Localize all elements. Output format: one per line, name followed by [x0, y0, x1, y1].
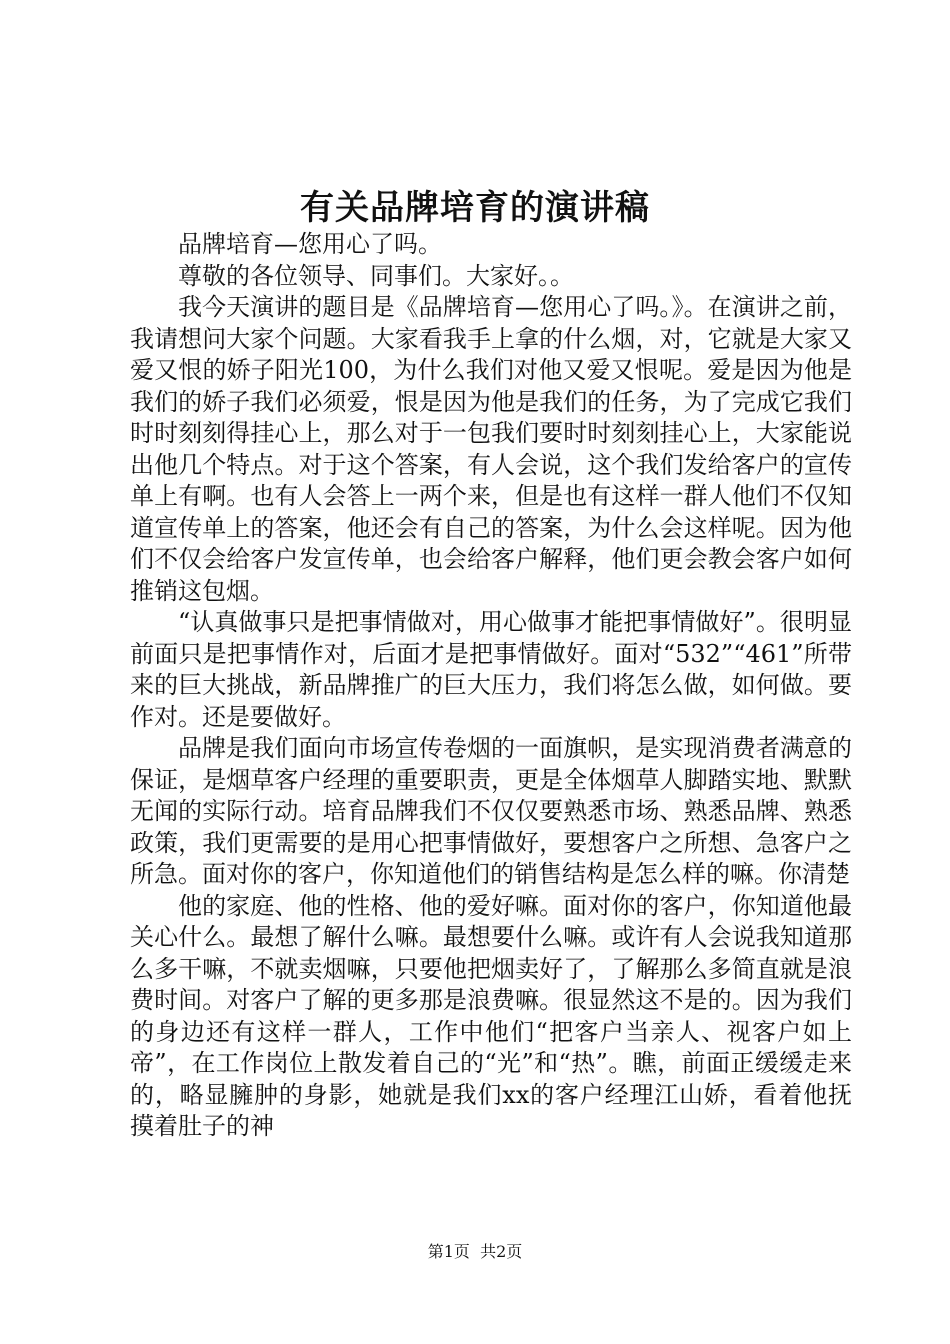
- paragraph-body: “认真做事只是把事情做对，用心做事才能把事情做好”。很明显前面只是把事情作对，后面才是把事情做好。面对“532”“461”所带来的巨大挑战，新品牌推广的巨大压力，我们将怎么做，如何做。要作对。还是要做好。: [130, 608, 852, 731]
- paragraph-body: 品牌是我们面向市场宣传卷烟的一面旗帜，是实现消费者满意的保证，是烟草客户经理的重要职责，更是全体烟草人脚踏实地、默默无闻的实际行动。培育品牌我们不仅仅要熟悉市场、熟悉品牌、熟悉政策，我们更需要的是用心把事情做好，要想客户之所想、急客户之所急。面对你的客户，你知道他们的销售结构是怎么样的嘛。你清楚: [130, 734, 852, 888]
- page-number-footer: 第1页 共2页: [427, 1242, 523, 1261]
- document-body: [130, 229, 852, 1143]
- document-title: 有关品牌培育的演讲稿: [300, 188, 650, 228]
- paragraph-body: 他的家庭、他的性格、他的爱好嘛。面对你的客户，你知道他最关心什么。最想了解什么嘛。最想要什么嘛。或许有人会说我知道那么多干嘛，不就卖烟嘛，只要他把烟卖好了，了解那么多简直就是浪费时间。对客户了解的更多那是浪费嘛。很显然这不是的。因为我们的身边还有这样一群人，工作中他们“把客户当亲人、视客户如上帝”，在工作岗位上散发着自己的“光”和“热”。瞧，前面正缓缓走来的，略显臃肿的身影，她就是我们xx的客户经理江山娇，看着他抚摸着肚子的神: [130, 891, 852, 1140]
- paragraph-greeting: 尊敬的各位领导、同事们。大家好。。: [178, 261, 574, 290]
- paragraph-subtitle: 品牌培育—您用心了吗。: [178, 230, 442, 258]
- paragraph-body: 我今天演讲的题目是《品牌培育—您用心了吗。》。在演讲之前，我请想问大家个问题。大家看我手上拿的什么烟，对，它就是大家又爱又恨的娇子阳光100，为什么我们对他又爱又恨呢。爱是因为他是我们的娇子我们必须爱，恨是因为他是我们的任务，为了完成它我们时时刻刻得挂心上，那么对于一包我们要时时刻刻挂心上，大家能说出他几个特点。对于这个答案，有人会说，这个我们发给客户的宣传单上有啊。也有人会答上一两个来，但是也有这样一群人他们不仅知道宣传单上的答案，他还会有自己的答案，为什么会这样呢。因为他们不仅会给客户发宣传单，也会给客户解释，他们更会教会客户如何推销这包烟。: [130, 293, 852, 605]
